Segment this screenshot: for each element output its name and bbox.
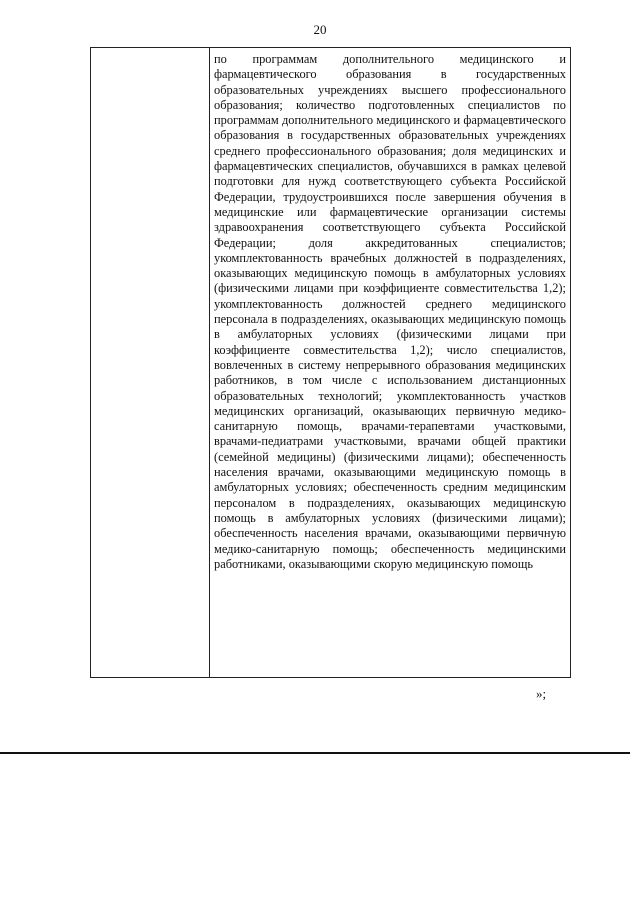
continuation-table <box>90 47 571 678</box>
table-left-cell <box>91 48 210 677</box>
page-bottom-rule <box>0 752 630 754</box>
page-number: 20 <box>313 22 327 37</box>
closing-quote-mark: »; <box>536 686 547 701</box>
table-right-cell-text: по программам дополнительного медицинского и фармацевтического образования в государственных образовательных учреждениях высшего профессионального образования; количество подготовленных специалистов по программам дополнительного медицинского и фармацевтического образования в государственных образовательных учреждениях среднего профессионального образования; доля медицинских и фармацевтических специалистов, обучавшихся в рамках целевой подготовки для нужд соответствующего субъекта Российской Федерации, трудоустроившихся после завершения обучения в медицинские или фармацевтические организации системы здравоохранения соответствующего субъекта Российской Федерации; доля аккредитованных специалистов; укомплектованность врачебных должностей в подразделениях, оказывающих медицинскую помощь в амбулаторных условиях (физическими лицами при коэффициенте совместительства 1,2); укомплектованность должностей среднего медицинского персонала в подразделениях, оказывающих медицинскую помощь в амбулаторных условиях (физическими лицами при коэффициенте совместительства 1,2); число специалистов, вовлеченных в систему непрерывного образования медицинских работников, в том числе с использованием дистанционных образовательных технологий; укомплектованность участков медицинских организаций, оказывающих первичную медико-санитарную помощь, врачами-терапевтами участковыми, врачами-педиатрами участковыми, врачами общей практики (семейной медицины) (физическими лицами); обеспеченность населения врачами, оказывающими медицинскую помощь в амбулаторных условиях; обеспеченность средним медицинским персоналом в подразделениях, оказывающих медицинскую помощь в амбулаторных условиях (физическими лицами); обеспеченность населения врачами, оказывающими первичную медико-санитарную помощь; обеспеченность медицинскими работниками, оказывающими скорую медицинскую помощь <box>214 52 566 571</box>
